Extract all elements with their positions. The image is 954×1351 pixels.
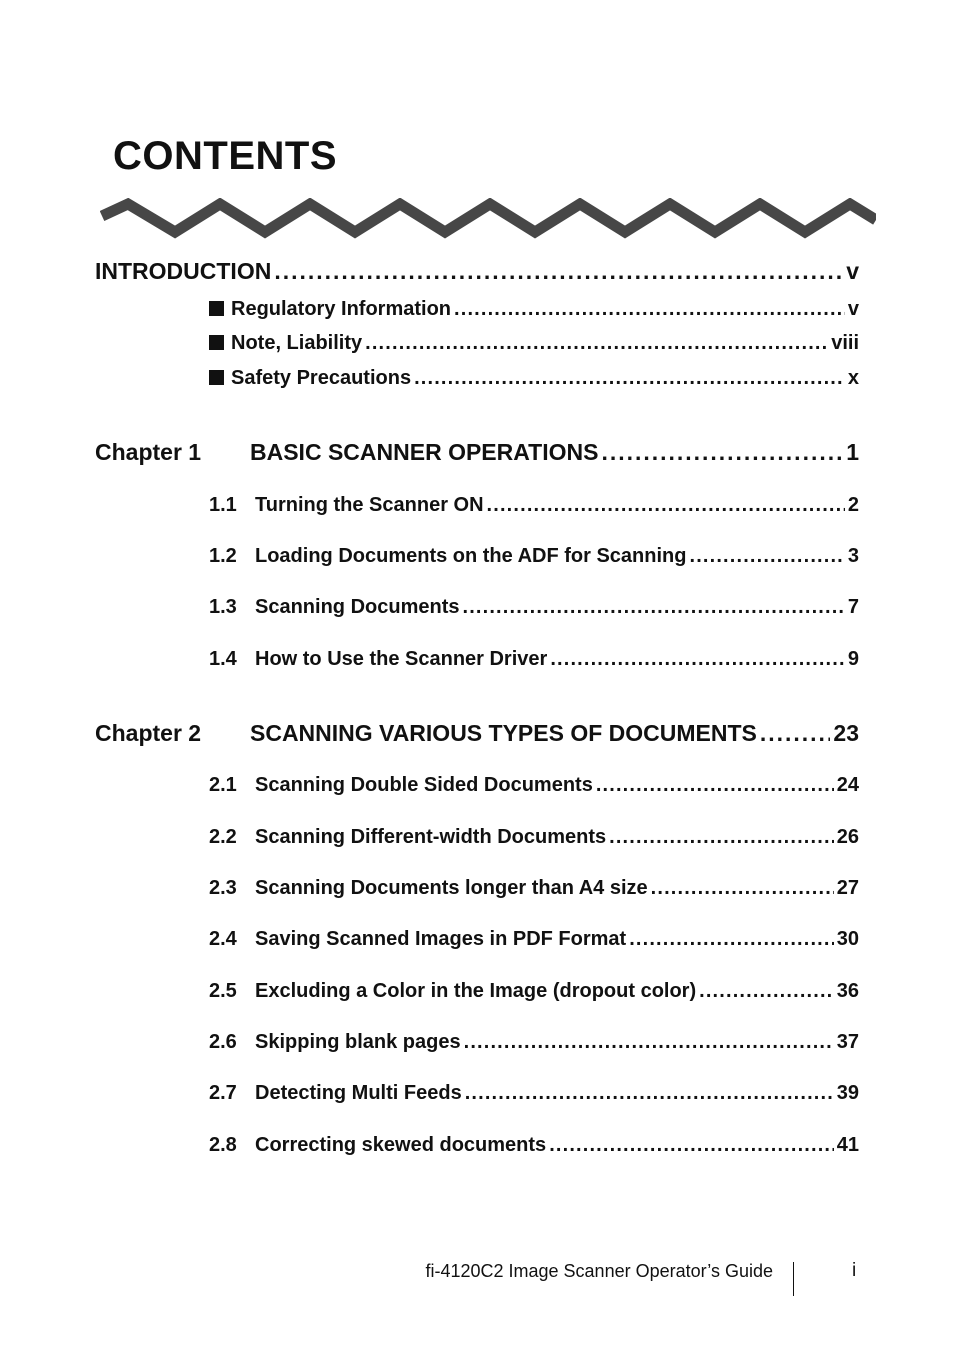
dot-leader xyxy=(454,298,845,321)
toc-entry-section-1-3[interactable] xyxy=(209,596,859,619)
toc-entry-section-2-1[interactable] xyxy=(209,774,859,797)
dot-leader xyxy=(365,332,828,355)
toc-label: Skipping blank pages xyxy=(255,1031,461,1053)
section-number: 1.1 xyxy=(209,494,237,516)
footer-page-number: i xyxy=(852,1260,857,1281)
toc-page: 41 xyxy=(836,1134,859,1156)
dot-leader xyxy=(274,258,843,285)
toc-entry-regulatory-information[interactable] xyxy=(209,298,859,321)
toc-entry-chapter-1[interactable] xyxy=(95,439,859,466)
section-number: 2.8 xyxy=(209,1134,237,1156)
dot-leader xyxy=(549,1134,834,1157)
toc-page: 30 xyxy=(836,928,859,950)
toc-label: Correcting skewed documents xyxy=(255,1134,547,1156)
toc-page: 27 xyxy=(836,877,859,899)
toc-label: Saving Scanned Images in PDF Format xyxy=(255,928,627,950)
dot-leader xyxy=(465,1082,834,1105)
toc-entry-introduction[interactable] xyxy=(95,258,859,285)
section-number: 2.5 xyxy=(209,980,237,1002)
toc-entry-section-1-1[interactable] xyxy=(209,494,859,517)
section-number: 1.2 xyxy=(209,545,237,567)
section-number: 2.1 xyxy=(209,774,237,796)
toc-entry-section-2-6[interactable] xyxy=(209,1031,859,1054)
dot-leader xyxy=(596,774,834,797)
toc-page: viii xyxy=(831,332,859,354)
chapter-number: Chapter 1 xyxy=(95,439,202,465)
toc-entry-section-1-4[interactable] xyxy=(209,648,859,671)
toc-page: 9 xyxy=(847,648,859,670)
toc-label: SCANNING VARIOUS TYPES OF DOCUMENTS xyxy=(250,720,757,746)
dot-leader xyxy=(462,596,844,619)
toc-page: 7 xyxy=(847,596,859,618)
toc-label: BASIC SCANNER OPERATIONS xyxy=(250,439,599,465)
dot-leader xyxy=(601,439,843,466)
section-number: 2.4 xyxy=(209,928,237,950)
toc-label: Regulatory Information xyxy=(231,298,452,320)
toc-label: Scanning Documents longer than A4 size xyxy=(255,877,648,899)
page-title: CONTENTS xyxy=(113,134,337,178)
toc-page: 26 xyxy=(836,826,859,848)
toc-label: Detecting Multi Feeds xyxy=(255,1082,462,1104)
toc-label: Safety Precautions xyxy=(231,367,412,389)
toc-entry-section-2-8[interactable] xyxy=(209,1134,859,1157)
toc-label: Note, Liability xyxy=(231,332,363,354)
section-number: 1.4 xyxy=(209,648,237,670)
section-number: 1.3 xyxy=(209,596,237,618)
toc-entry-section-2-2[interactable] xyxy=(209,826,859,849)
square-bullet-icon xyxy=(209,301,224,316)
dot-leader xyxy=(609,826,834,849)
toc-entry-section-1-2[interactable] xyxy=(209,545,859,568)
toc-entry-chapter-2[interactable] xyxy=(95,720,859,747)
dot-leader xyxy=(414,367,845,390)
section-number: 2.3 xyxy=(209,877,237,899)
toc-page: 39 xyxy=(836,1082,859,1104)
dot-leader xyxy=(629,928,834,951)
toc-label: Loading Documents on the ADF for Scanning xyxy=(255,545,687,567)
zigzag-divider xyxy=(100,198,876,242)
toc-page: 23 xyxy=(833,720,859,746)
toc-entry-section-2-4[interactable] xyxy=(209,928,859,951)
footer-divider xyxy=(793,1262,794,1296)
toc-page: 37 xyxy=(836,1031,859,1053)
toc-entry-section-2-3[interactable] xyxy=(209,877,859,900)
toc-page: x xyxy=(847,367,859,389)
dot-leader xyxy=(651,877,834,900)
footer-guide-title: fi-4120C2 Image Scanner Operator’s Guide xyxy=(425,1261,773,1281)
toc-page: 24 xyxy=(836,774,859,796)
toc-label: Turning the Scanner ON xyxy=(255,494,484,516)
toc-label: Scanning Double Sided Documents xyxy=(255,774,593,796)
dot-leader xyxy=(464,1031,834,1054)
toc-label: How to Use the Scanner Driver xyxy=(255,648,548,670)
dot-leader xyxy=(550,648,845,671)
toc-label: INTRODUCTION xyxy=(95,258,272,284)
square-bullet-icon xyxy=(209,370,224,385)
toc-page: v xyxy=(847,298,859,320)
toc-label: Excluding a Color in the Image (dropout color) xyxy=(255,980,697,1002)
dot-leader xyxy=(689,545,844,568)
dot-leader xyxy=(487,494,845,517)
toc-page: 36 xyxy=(836,980,859,1002)
toc-page: 1 xyxy=(846,439,859,465)
toc-entry-section-2-7[interactable] xyxy=(209,1082,859,1105)
dot-leader xyxy=(699,980,834,1003)
section-number: 2.2 xyxy=(209,826,237,848)
section-number: 2.6 xyxy=(209,1031,237,1053)
square-bullet-icon xyxy=(209,335,224,350)
toc-entry-note-liability[interactable] xyxy=(209,332,859,355)
toc-page: 2 xyxy=(847,494,859,516)
section-number: 2.7 xyxy=(209,1082,237,1104)
toc-page: v xyxy=(846,258,859,284)
chapter-number: Chapter 2 xyxy=(95,720,202,746)
dot-leader xyxy=(760,720,831,747)
toc-entry-section-2-5[interactable] xyxy=(209,980,859,1003)
toc-page: 3 xyxy=(847,545,859,567)
toc-entry-safety-precautions[interactable] xyxy=(209,367,859,390)
toc-label: Scanning Documents xyxy=(255,596,460,618)
toc-label: Scanning Different-width Documents xyxy=(255,826,607,848)
